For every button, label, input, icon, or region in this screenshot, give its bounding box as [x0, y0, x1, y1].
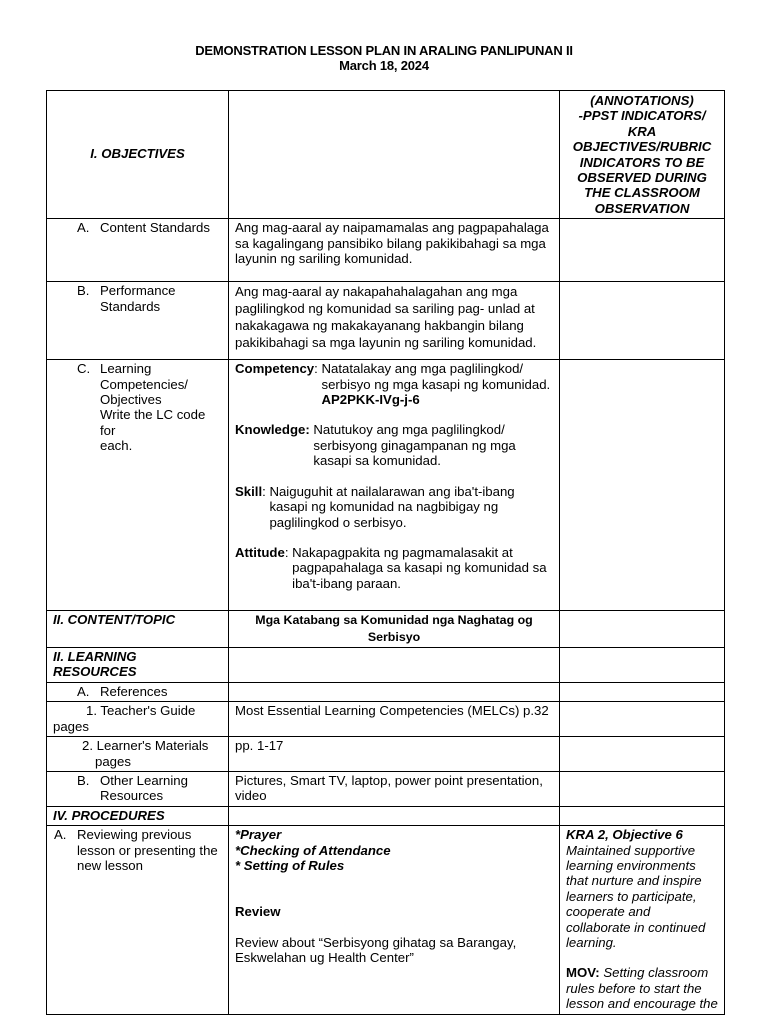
- references-label: References: [100, 683, 168, 699]
- step-a-label-line: lesson or presenting the: [77, 842, 218, 858]
- empty-cell: [229, 648, 560, 683]
- rules-text: * Setting of Rules: [235, 857, 345, 873]
- lc-label-line: each.: [100, 438, 133, 454]
- performance-standards-label: Performance: [100, 283, 176, 299]
- prayer-text: *Prayer: [235, 827, 282, 843]
- item-letter: A.: [77, 220, 90, 236]
- annotations-line: (ANNOTATIONS): [590, 93, 694, 108]
- other-resources-label-cell: [47, 771, 229, 806]
- item-letter: B.: [77, 283, 90, 299]
- learners-materials-value: pp. 1-17: [229, 737, 560, 772]
- attitude-text: Nakapagpakita ng pagmamalasakit at pagpapahalaga sa kasapi ng komunidad sa iba't-ibang paraan.: [292, 544, 547, 591]
- content-standards-label: Content Standards: [100, 220, 210, 236]
- document-header: [0, 43, 768, 73]
- content-heading: II. CONTENT/TOPIC: [53, 612, 176, 628]
- annotations-line: INDICATORS TO BE: [579, 154, 705, 170]
- annotations-line: OBSERVED DURING: [577, 170, 707, 186]
- learners-materials-label: 2. Learner's Materials: [82, 738, 209, 754]
- content-standards-row: [47, 219, 725, 282]
- learning-competencies-cell: [229, 360, 560, 611]
- content-heading-cell: [47, 611, 229, 648]
- learners-materials-row: [47, 737, 725, 772]
- document-title: DEMONSTRATION LESSON PLAN IN ARALING PANLIPUNAN II: [195, 43, 573, 58]
- teachers-guide-row: [47, 702, 725, 737]
- lc-label-line: Competencies/: [100, 376, 188, 392]
- lc-label-line: Write the LC code for: [100, 407, 206, 438]
- competency-key: Competency: [235, 361, 315, 377]
- other-resources-label: Resources: [100, 788, 164, 804]
- empty-cell: [229, 682, 560, 701]
- annotations-line: KRA: [627, 123, 657, 139]
- topic-text: Mga Katabang sa Komunidad nga Naghatag og Serbisyo: [255, 613, 533, 644]
- empty-cell: [560, 648, 725, 683]
- item-letter: A.: [77, 683, 90, 699]
- kra-title: KRA 2, Objective 6: [566, 827, 683, 843]
- teachers-guide-label-2: pages: [53, 718, 89, 734]
- procedures-heading: IV. PROCEDURES: [53, 807, 165, 823]
- procedure-step-a-row: [47, 826, 725, 1014]
- empty-cell: [560, 360, 725, 611]
- annotations-line: OBSERVATION: [594, 200, 690, 216]
- attitude-key: Attitude: [235, 544, 285, 560]
- attitude-block: Attitude: Nakapagpakita ng pagmamalasakit at pagpapahalaga sa kasapi ng komunidad sa iba't-ibang paraan.: [235, 545, 553, 591]
- annotations-line: THE CLASSROOM: [584, 185, 700, 201]
- document-date: March 18, 2024: [339, 58, 429, 73]
- objectives-heading-cell: [47, 91, 229, 219]
- step-a-label-line: Reviewing previous: [77, 827, 192, 843]
- empty-cell: [229, 806, 560, 825]
- competency-block: Competency: Natatalakay ang mga paglilingkod/ serbisyo ng mga kasapi ng komunidad. AP2PKK-IVg-j-6: [235, 361, 551, 408]
- empty-cell: [560, 682, 725, 701]
- mov-key: MOV:: [566, 965, 600, 981]
- empty-cell: [560, 737, 725, 772]
- performance-standards-text: Ang mag-aaral ay nakapahahalagahan ang mga paglilingkod ng komunidad sa sariling pag- unlad at nakakagawa ng makakayanang hakbangin bilang pakikibahagi sa mga layunin ng sariling komunidad.: [229, 282, 560, 360]
- teachers-guide-label-cell: [47, 702, 229, 737]
- learning-resources-row: [47, 648, 725, 683]
- content-standards-label-cell: [47, 219, 229, 282]
- learning-competencies-row: [47, 360, 725, 611]
- performance-standards-label: Standards: [100, 298, 161, 314]
- item-letter: C.: [77, 361, 91, 377]
- knowledge-key: Knowledge:: [235, 422, 310, 438]
- knowledge-block: [235, 422, 553, 468]
- empty-cell: [229, 91, 560, 219]
- mov-text: Setting classroom rules before to start the lesson and encourage the: [566, 965, 718, 1012]
- empty-cell: [560, 806, 725, 825]
- attendance-text: *Checking of Attendance: [235, 842, 391, 858]
- performance-standards-row: [47, 282, 725, 360]
- annotations-line: OBJECTIVES/RUBRIC: [572, 139, 712, 155]
- references-label-cell: [47, 682, 229, 701]
- objectives-header-row: [47, 91, 725, 219]
- empty-cell: [560, 219, 725, 282]
- lc-label-line: Learning: [100, 361, 152, 377]
- skill-text: Naiguguhit at nailalarawan ang iba't-ibang kasapi ng komunidad na nagbibigay ng paglilingkod o serbisyo.: [269, 483, 515, 530]
- procedures-heading-row: [47, 806, 725, 825]
- content-topic-row: [47, 611, 725, 648]
- resources-heading-cell: [47, 648, 229, 683]
- performance-standards-label-cell: [47, 282, 229, 360]
- step-a-annotation-cell: [560, 826, 725, 1014]
- review-heading: Review: [235, 904, 281, 920]
- skill-key: Skill: [235, 483, 263, 499]
- skill-block: Skill: Naiguguhit at nailalarawan ang iba't-ibang kasapi ng komunidad na nagbibigay ng paglilingkod o serbisyo.: [235, 484, 553, 530]
- item-letter: B.: [77, 772, 90, 788]
- topic-cell: [229, 611, 560, 648]
- empty-cell: [560, 771, 725, 806]
- empty-cell: [560, 702, 725, 737]
- teachers-guide-value: Most Essential Learning Competencies (MELCs) p.32: [229, 702, 560, 737]
- lc-label-line: Objectives: [100, 392, 162, 408]
- procedures-heading-cell: [47, 806, 229, 825]
- lesson-plan-table: [46, 90, 725, 1015]
- kra-text: Maintained supportive learning environments that nurture and inspire learners to participate, cooperate and collaborate in continued learning.: [566, 842, 706, 950]
- knowledge-text: Natutukoy ang mga paglilingkod/ serbisyong ginagampanan ng mga kasapi sa komunidad.: [313, 422, 516, 469]
- review-text: Review about “Serbisyong gihatag sa Barangay, Eskwelahan ug Health Center”: [235, 934, 517, 966]
- annotations-line: -PPST INDICATORS/: [578, 108, 706, 124]
- item-letter: A.: [54, 827, 67, 843]
- step-a-label-line: new lesson: [77, 857, 143, 873]
- lc-code: AP2PKK-IVg-j-6: [321, 392, 420, 408]
- empty-cell: [560, 282, 725, 360]
- other-resources-value: Pictures, Smart TV, laptop, power point presentation, video: [229, 771, 560, 806]
- learners-materials-label-2: pages: [95, 753, 131, 769]
- learning-competencies-label-cell: [47, 360, 229, 611]
- empty-cell: [560, 611, 725, 648]
- objectives-heading: I. OBJECTIVES: [90, 146, 185, 162]
- step-a-label-cell: [47, 826, 229, 1014]
- other-resources-label: Other Learning: [100, 772, 188, 788]
- references-row: [47, 682, 725, 701]
- teachers-guide-label: 1. Teacher's Guide: [86, 703, 196, 719]
- resources-heading: II. LEARNING RESOURCES: [53, 649, 137, 680]
- step-a-content-cell: [229, 826, 560, 1014]
- competency-text: Natatalakay ang mga paglilingkod/ serbisyo ng mga kasapi ng komunidad.: [321, 361, 551, 392]
- other-resources-row: [47, 771, 725, 806]
- content-standards-text: Ang mag-aaral ay naipamamalas ang pagpapahalaga sa kagalingang pansibiko bilang pakikibahagi sa mga layunin ng sariling komunidad.: [229, 219, 560, 282]
- annotations-header-cell: [560, 91, 725, 219]
- learners-materials-label-cell: [47, 737, 229, 772]
